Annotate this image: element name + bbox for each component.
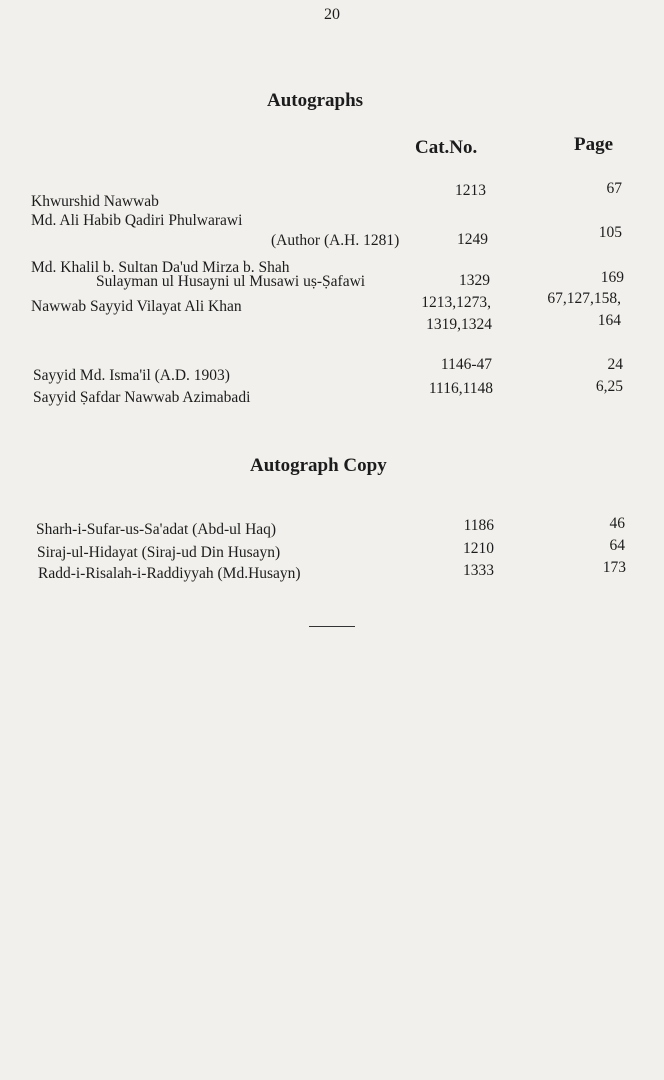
entry-page: 24 <box>607 356 623 373</box>
entry-page: 169 <box>600 269 624 286</box>
catno-column-header: Cat.No. <box>415 137 478 158</box>
entry-name: Radd-i-Risalah-i-Raddiyyah (Md.Husayn) <box>38 565 301 582</box>
entry-name: Nawwab Sayyid Vilayat Ali Khan <box>31 298 242 315</box>
page-column-header: Page <box>574 134 614 155</box>
entry-name-continued: Sulayman ul Husayni ul Musawi uṣ-Ṣafawi <box>96 273 366 290</box>
entry-name: Khwurshid Nawwab <box>31 193 159 210</box>
entry-page-continued: 164 <box>597 312 621 329</box>
entry-page: 46 <box>609 515 625 532</box>
entry-catno: 1333 <box>463 562 494 579</box>
entry-catno: 1116,1148 <box>428 380 493 397</box>
page-number: 20 <box>324 6 340 23</box>
entry-catno: 1210 <box>463 540 494 557</box>
autograph-copy-heading: Autograph Copy <box>250 455 387 476</box>
section-end-rule <box>309 626 355 627</box>
entry-page: 64 <box>609 537 625 554</box>
entry-name: Md. Ali Habib Qadiri Phulwarawi <box>31 212 243 229</box>
entry-catno: 1213,1273, <box>421 294 491 311</box>
entry-name: Sayyid Ṣafdar Nawwab Azimabadi <box>33 389 251 406</box>
autographs-heading: Autographs <box>267 90 364 111</box>
entry-page: 105 <box>598 224 622 241</box>
entry-page: 67 <box>606 180 622 197</box>
entry-catno: 1213 <box>455 182 486 199</box>
entry-name: Md. Khalil b. Sultan Da'ud Mirza b. Shah <box>31 259 290 276</box>
entry-name: Sayyid Md. Isma'il (A.D. 1903) <box>33 367 230 384</box>
entry-page: 6,25 <box>595 378 623 395</box>
entry-catno: 1146-47 <box>440 356 492 373</box>
entry-catno: 1186 <box>463 517 494 534</box>
entry-name: Siraj-ul-Hidayat (Siraj-ud Din Husayn) <box>37 544 281 561</box>
entry-name: Sharh-i-Sufar-us-Sa'adat (Abd-ul Haq) <box>36 521 277 538</box>
entry-page: 173 <box>602 559 626 576</box>
entry-page: 67,127,158, <box>547 290 621 307</box>
entry-catno-continued: 1319,1324 <box>426 316 492 333</box>
entry-name-continued: (Author (A.H. 1281) <box>271 232 400 249</box>
entry-catno: 1329 <box>459 272 490 289</box>
entry-catno: 1249 <box>457 231 488 248</box>
